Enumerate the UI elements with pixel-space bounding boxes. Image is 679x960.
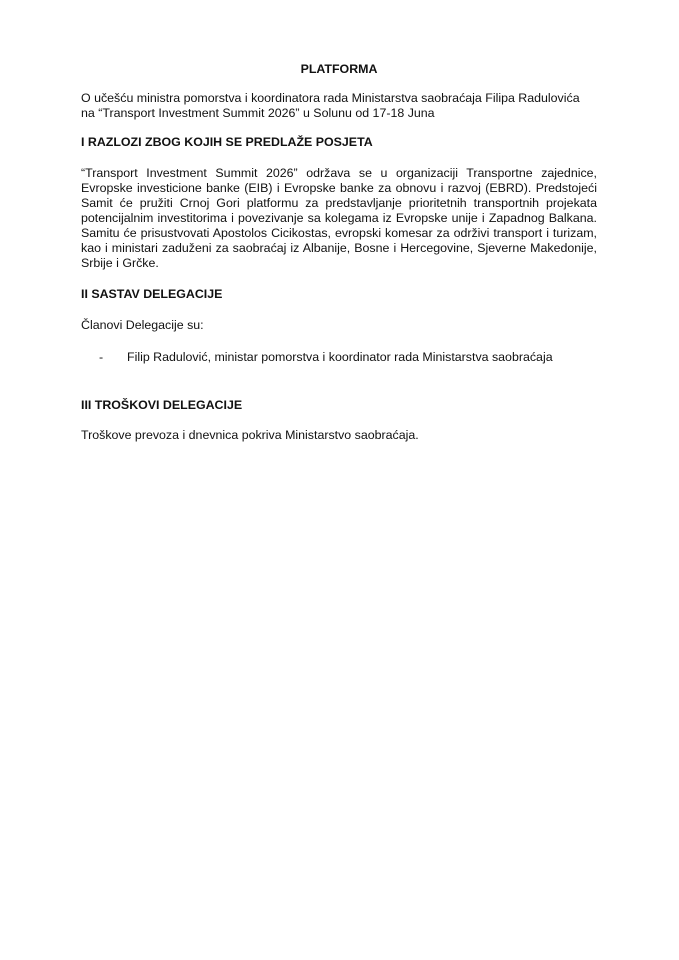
- section-heading-delegation: II SASTAV DELEGACIJE: [81, 287, 223, 301]
- delegation-member-list: [81, 350, 597, 365]
- document-intro: [81, 91, 597, 121]
- delegation-member-item: [99, 350, 597, 365]
- section-heading-costs: III TROŠKOVI DELEGACIJE: [81, 398, 243, 412]
- section-body-reasons: “Transport Investment Summit 2026” održava se u organizaciji Transportne zajednice, Evropske investicione banke (EIB) i Evropske banke za obnovu i razvoj (EBRD). Predstojeći Samit će pružiti Crnoj Gori platformu za predstavljanje prioritetnih transportnih projekata potencijalnim investitorima i povezivanje sa kolegama iz Evropske unije i Zapadnog Balkana. Samitu će prisustvovati Apostolos Cicikostas, evropski komesar za održivi transport i turizam, kao i ministari zaduženi za saobraćaj iz Albanije, Bosne i Hercegovine, Sjeverne Makedonije, Srbije i Grčke.: [81, 166, 597, 270]
- document-content: [81, 62, 597, 443]
- delegation-members-intro: Članovi Delegacije su:: [81, 318, 204, 332]
- intro-line-1: O učešću ministra pomorstva i koordinatora rada Ministarstva saobraćaja Filipa Radulovića: [81, 91, 580, 105]
- intro-line-2: na “Transport Investment Summit 2026” u Solunu od 17-18 Juna: [81, 106, 435, 120]
- section-body-costs: Troškove prevoza i dnevnica pokriva Ministarstvo saobraćaja.: [81, 428, 419, 442]
- list-bullet: -: [99, 350, 104, 364]
- section-heading-reasons: I RAZLOZI ZBOG KOJIH SE PREDLAŽE POSJETA: [81, 135, 373, 149]
- delegation-member-text: Filip Radulović, ministar pomorstva i koordinator rada Ministarstva saobraćaja: [127, 350, 553, 364]
- document-title: PLATFORMA: [300, 62, 378, 76]
